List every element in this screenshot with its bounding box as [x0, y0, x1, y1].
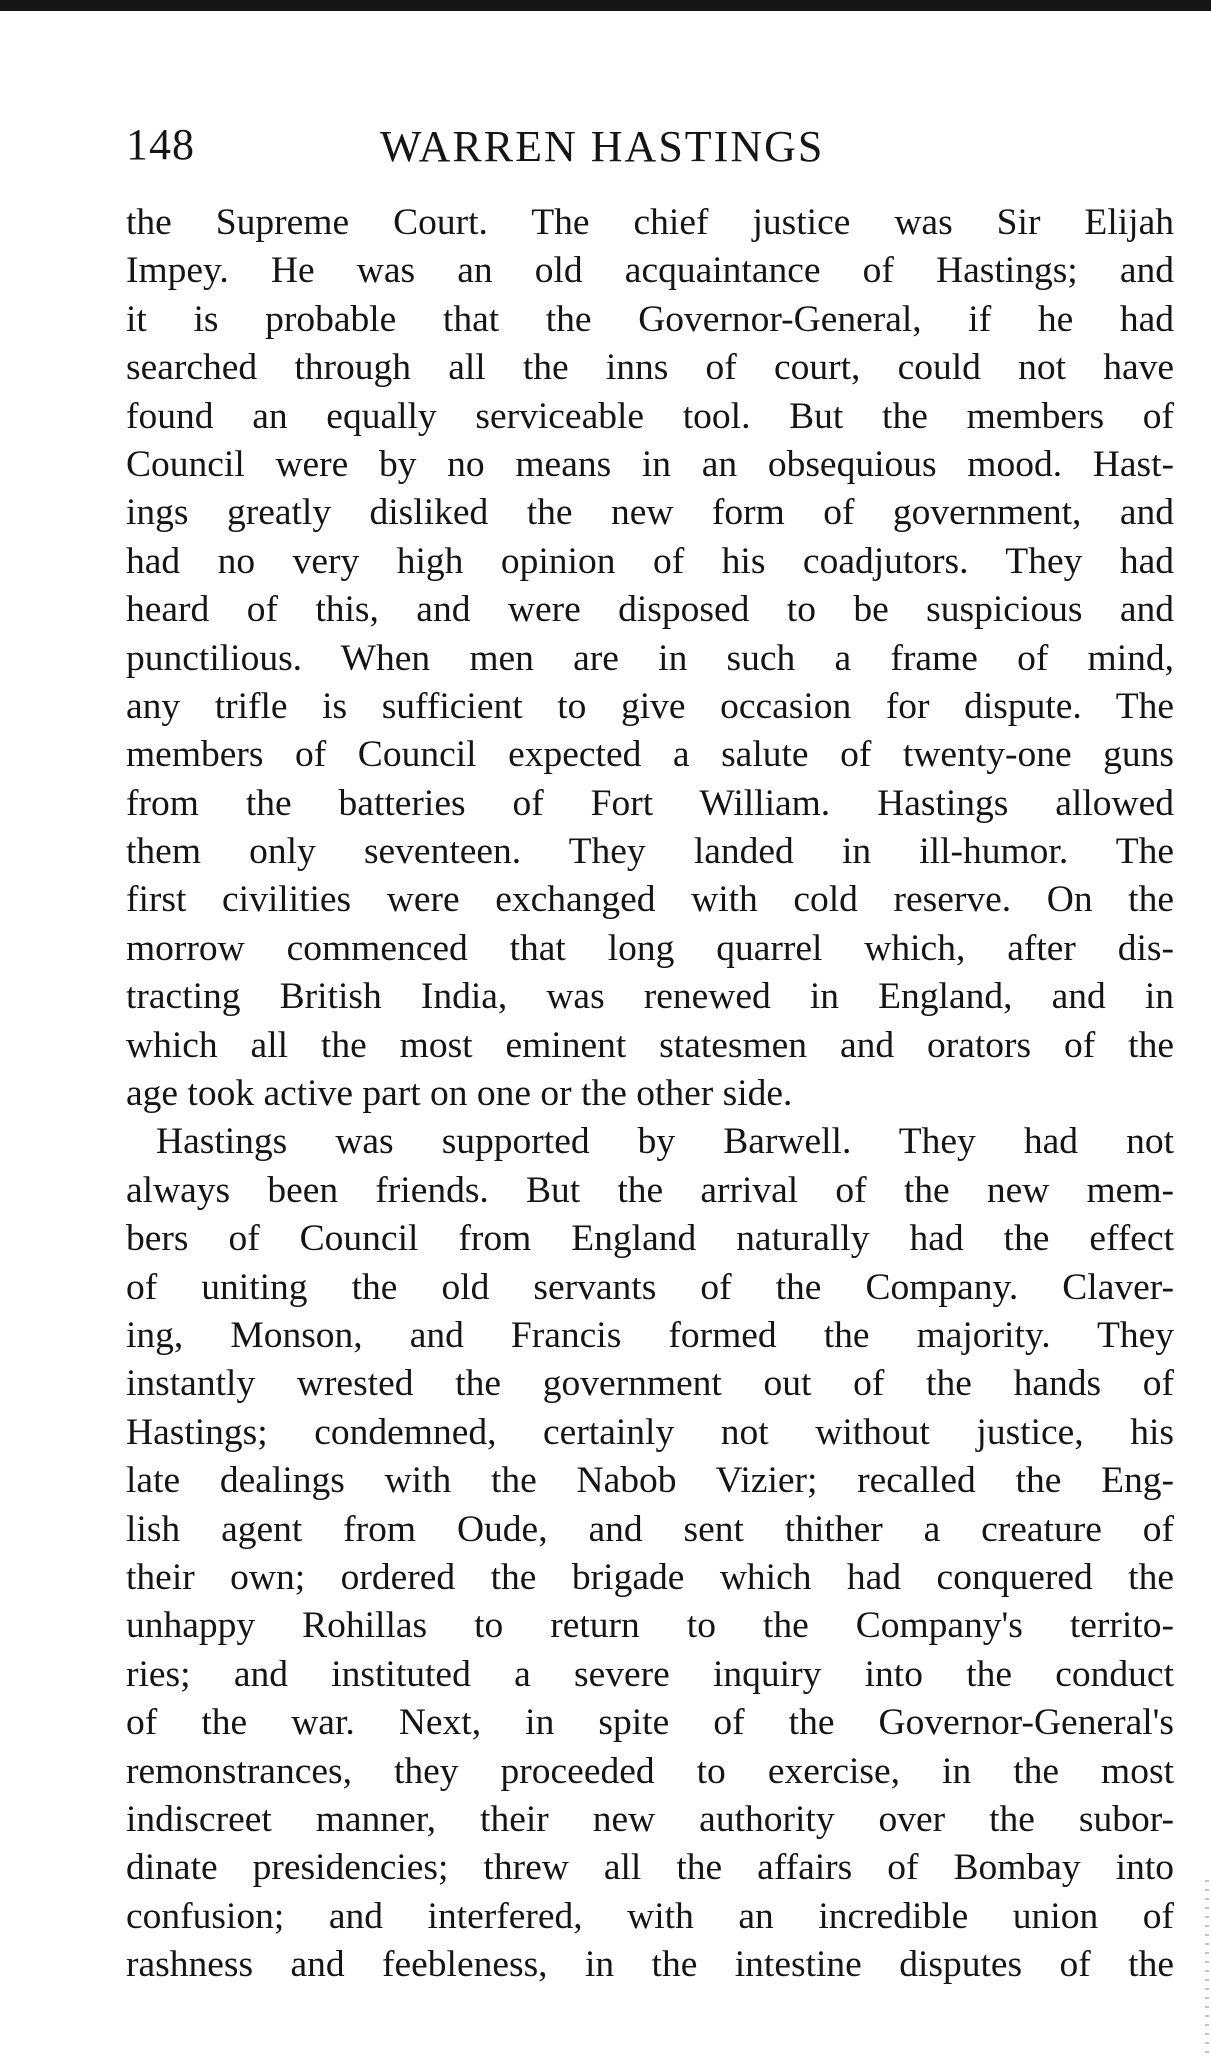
text-line: Impey. He was an old acquaintance of Hastings; and — [126, 250, 1174, 292]
text-line: always been friends. But the arrival of the new mem- — [126, 1169, 1174, 1211]
text-line: tracting British India, was renewed in England, and in — [126, 976, 1174, 1018]
text-line: ing, Monson, and Francis formed the majority. They — [126, 1314, 1174, 1356]
text-line: late dealings with the Nabob Vizier; recalled the Eng- — [126, 1460, 1174, 1502]
text-line: remonstrances, they proceeded to exercise, in the most — [126, 1750, 1174, 1792]
text-line: rashness and feebleness, in the intestine disputes of the — [126, 1944, 1174, 1986]
text-line: bers of Council from England naturally had the effect — [126, 1218, 1174, 1260]
text-line: searched through all the inns of court, could not have — [126, 347, 1174, 389]
text-line: ries; and instituted a severe inquiry into the conduct — [126, 1653, 1174, 1695]
text-line: any trifle is sufficient to give occasion for dispute. The — [126, 685, 1174, 727]
text-line: instantly wrested the government out of the hands of — [126, 1363, 1174, 1405]
text-line: heard of this, and were disposed to be suspicious and — [126, 589, 1174, 631]
text-line: their own; ordered the brigade which had conquered the — [126, 1556, 1174, 1598]
text-line: it is probable that the Governor-General, if he had — [126, 298, 1174, 340]
text-line: first civilities were exchanged with cold reserve. On the — [126, 879, 1174, 921]
text-line: them only seventeen. They landed in ill-humor. The — [126, 831, 1174, 873]
text-line: the Supreme Court. The chief justice was Sir Elijah — [126, 202, 1174, 243]
text-line: of uniting the old servants of the Company. Claver- — [126, 1266, 1174, 1308]
top-page-rule — [0, 0, 1211, 11]
text-line: Council were by no means in an obsequious mood. Hast- — [126, 443, 1174, 485]
text-line: unhappy Rohillas to return to the Company's territo- — [126, 1605, 1174, 1647]
paragraph-1 — [126, 199, 1174, 1118]
text-line: age took active part on one or the other side. — [126, 1073, 793, 1115]
running-head-title: WARREN HASTINGS — [380, 122, 825, 171]
body-text — [126, 199, 1174, 1989]
text-line: indiscreet manner, their new authority over the subor- — [126, 1798, 1174, 1840]
text-line: lish agent from Oude, and sent thither a creature of — [126, 1508, 1174, 1550]
paragraph-2 — [126, 1118, 1174, 1989]
text-line: Hastings was supported by Barwell. They had not — [156, 1121, 1174, 1163]
text-line: punctilious. When men are in such a frame of mind, — [126, 637, 1174, 679]
text-line: of the war. Next, in spite of the Governor-General's — [126, 1702, 1174, 1744]
text-line: ings greatly disliked the new form of government, and — [126, 492, 1174, 534]
text-line: from the batteries of Fort William. Hastings allowed — [126, 782, 1174, 824]
page-number: 148 — [126, 120, 195, 169]
text-line: Hastings; condemned, certainly not without justice, his — [126, 1411, 1174, 1453]
text-line: confusion; and interfered, with an incredible union of — [126, 1895, 1174, 1937]
text-line: members of Council expected a salute of twenty-one guns — [126, 734, 1174, 776]
text-line: morrow commenced that long quarrel which, after dis- — [126, 927, 1174, 969]
text-line: dinate presidencies; threw all the affairs of Bombay into — [126, 1847, 1174, 1889]
text-line: found an equally serviceable tool. But the members of — [126, 395, 1174, 437]
text-line: had no very high opinion of his coadjutors. They had — [126, 540, 1174, 582]
page-edge-specks — [1205, 1880, 1209, 2060]
text-line: which all the most eminent statesmen and orators of the — [126, 1024, 1174, 1066]
